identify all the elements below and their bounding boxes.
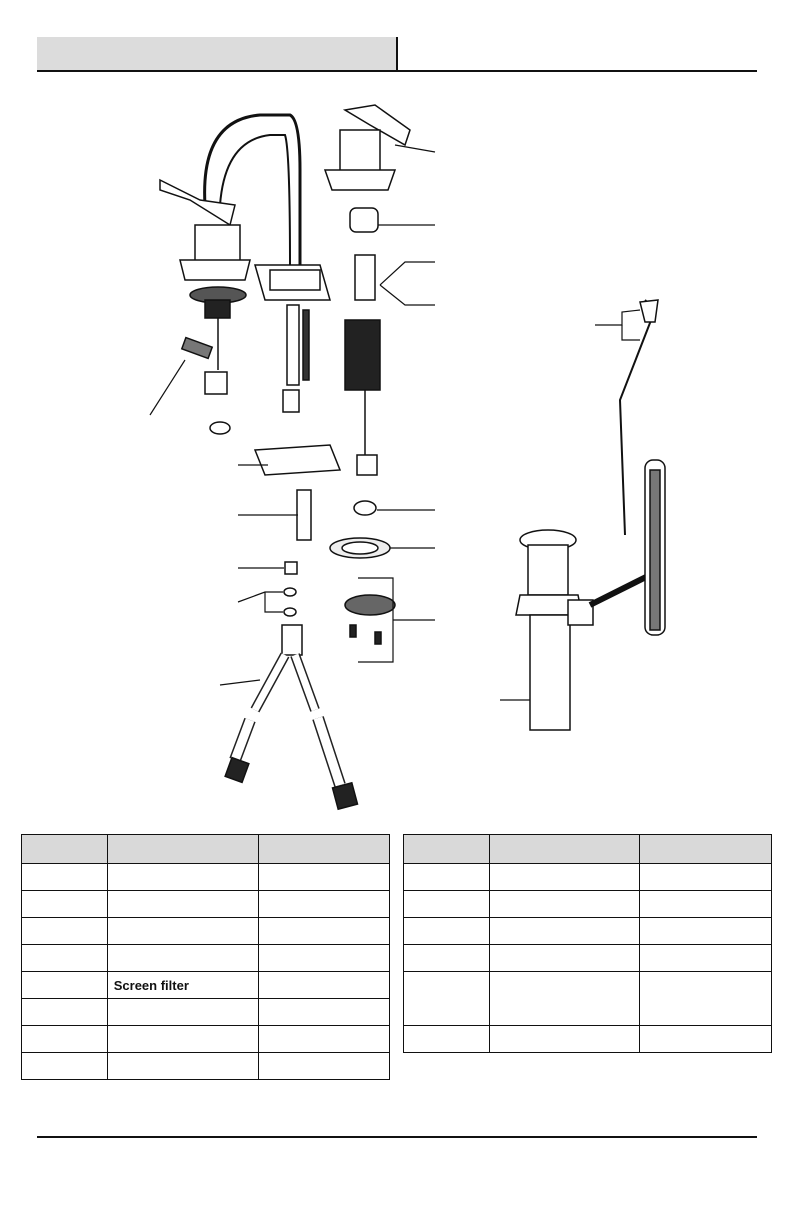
table-row [22, 864, 390, 891]
cell [489, 891, 640, 918]
cell [22, 972, 108, 999]
cell [107, 918, 259, 945]
col-header-part [22, 835, 108, 864]
cell [259, 945, 390, 972]
cell [489, 945, 640, 972]
cell [259, 891, 390, 918]
left-handle-assembly [160, 180, 250, 434]
cell [22, 864, 108, 891]
col-header-quantity [640, 835, 772, 864]
cell [107, 945, 259, 972]
right-handle-column [325, 105, 410, 644]
cell [404, 972, 490, 1026]
cell [107, 1026, 259, 1053]
cell [404, 918, 490, 945]
cell [22, 945, 108, 972]
cell [22, 999, 108, 1026]
cell [107, 891, 259, 918]
table-row [404, 864, 772, 891]
cell [404, 945, 490, 972]
table-row [22, 918, 390, 945]
cell [22, 1026, 108, 1053]
cell [640, 1026, 772, 1053]
cell [22, 891, 108, 918]
table-row [22, 945, 390, 972]
table-row [22, 972, 390, 999]
cell [22, 918, 108, 945]
table-row [404, 918, 772, 945]
cell [640, 972, 772, 1026]
cell [107, 999, 259, 1026]
cell [404, 891, 490, 918]
table-row [22, 1026, 390, 1053]
cell [259, 1053, 390, 1080]
parts-table-left [21, 834, 390, 1080]
col-header-description [107, 835, 259, 864]
table-row [404, 945, 772, 972]
table-row [404, 1026, 772, 1053]
table-row [22, 891, 390, 918]
parts-table-right [403, 834, 772, 1053]
footer-rule [37, 1136, 757, 1138]
col-header-part [404, 835, 490, 864]
cell [259, 918, 390, 945]
table-row [404, 972, 772, 1026]
table-row [22, 1053, 390, 1080]
cell [640, 918, 772, 945]
col-header-description [489, 835, 640, 864]
cell [22, 1053, 108, 1080]
mounting-hardware [225, 445, 357, 809]
cell [489, 1026, 640, 1053]
cell [259, 1026, 390, 1053]
cell [489, 864, 640, 891]
table-row [22, 999, 390, 1026]
col-header-quantity [259, 835, 390, 864]
cell [489, 972, 640, 1026]
cell [404, 864, 490, 891]
cell-screen-filter: Screen filter [107, 972, 259, 999]
cell [259, 972, 390, 999]
table-row [404, 891, 772, 918]
cell [259, 999, 390, 1026]
cell [640, 891, 772, 918]
cell [259, 864, 390, 891]
cell [404, 1026, 490, 1053]
cell [640, 864, 772, 891]
cell [107, 864, 259, 891]
drain-assembly [516, 300, 665, 730]
cell [107, 1053, 259, 1080]
cell [489, 918, 640, 945]
cell [640, 945, 772, 972]
